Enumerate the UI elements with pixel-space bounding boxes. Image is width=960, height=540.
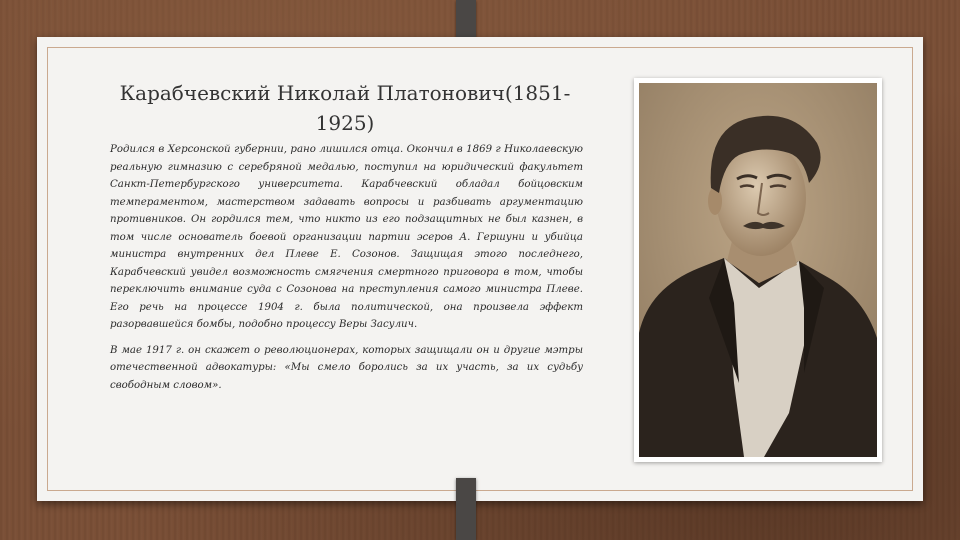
biography-text — [110, 141, 583, 402]
portrait-photo — [639, 83, 877, 457]
slide-title — [115, 78, 575, 138]
title-line-2: 1925) — [315, 111, 375, 135]
binder-clip-bottom — [456, 478, 476, 540]
biography-paragraph-1: Родился в Херсонской губернии, рано лишился отца. Окончил в 1869 г Николаевскую реальную гимназию с серебряной медалью, поступил на юридический факультет Санкт-Петербургского университета. Карабчевский обладал бойцовским темпераментом, мастерством задавать вопросы и разбивать аргументацию противников. Он гордился тем, что никто из его подзащитных не был казнен, в том числе основатель боевой организации партии эсеров А. Гершуни и убийца министра внутренних дел Плеве Е. Созонов. Защищая этого последнего, Карабчевский увидел возможность смягчения смертного приговора в том, чтобы переключить внимание суда с Созонова на преступления самого министра Плеве. Его речь на процессе 1904 г. была политической, она произвела эффект разорвавшейся бомбы, подобно процессу Веры Засулич. — [110, 144, 583, 330]
portrait-ear — [708, 187, 722, 215]
title-line-1: Карабчевский Николай Платонович(1851- — [119, 81, 571, 105]
portrait-photo-frame — [634, 78, 882, 462]
biography-paragraph-2: В мае 1917 г. он скажет о революционерах, которых защищали он и другие мэтры отечественной адвокатуры: «Мы смело боролись за их участь, за их судьбу свободным словом». — [110, 344, 583, 391]
